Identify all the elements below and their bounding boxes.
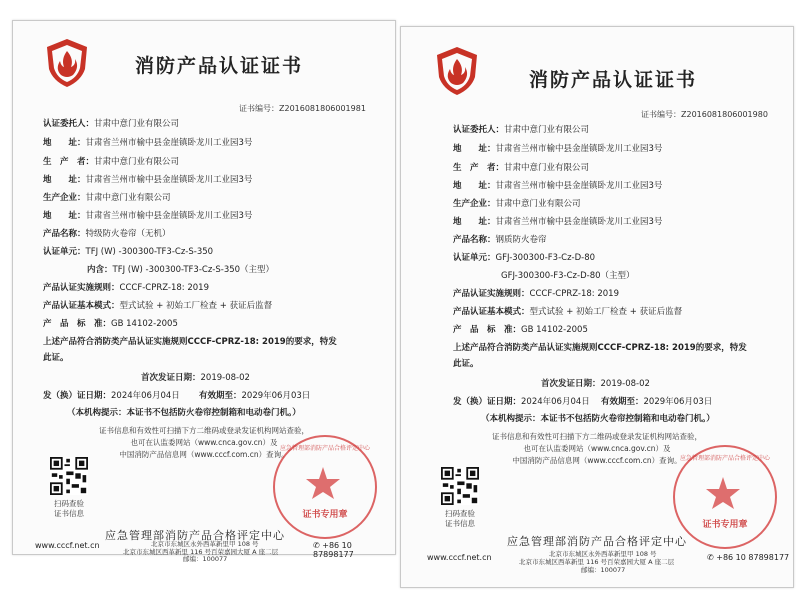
field-rule: 产品认证实施规则：CCCF-CPRZ-18: 2019	[453, 289, 619, 299]
field-rule: 产品认证实施规则：CCCF-CPRZ-18: 2019	[43, 283, 209, 293]
first-issue-date: 首次发证日期：2019-08-02	[541, 379, 650, 389]
issuer-address-1: 北京市东城区永外西革新里甲 108 号	[549, 550, 657, 558]
verify-notice-1: 证书信息和有效性可扫描下方二维码或登录发证机构网站查验，	[492, 432, 702, 441]
issuer-website[interactable]: www.cccf.net.cn	[427, 553, 492, 562]
statement: 上述产品符合消防类产品认证实施规则CCCF-CPRZ-18: 2019的要求，特发	[453, 343, 747, 353]
issuer-address-2: 北京市东城区西革新里 116 号百荣嘉园大厦 A 座二层	[123, 548, 279, 556]
verify-notice-2: 也可在认监委网站（www.cnca.gov.cn）及	[523, 444, 671, 453]
verify-notice-3: 中国消防产品信息网（www.cccf.com.cn）查询。	[119, 450, 289, 459]
field-factory: 生产企业：甘肃中意门业有限公司	[43, 193, 171, 203]
statement-end: 此证。	[43, 353, 69, 363]
verify-notice-2: 也可在认监委网站（www.cnca.gov.cn）及	[130, 438, 278, 447]
field-standard: 产 品 标 准：GB 14102-2005	[453, 325, 588, 335]
valid-date: 有效期至：2029年06月03日	[199, 391, 311, 401]
seal-ring-text: 应急管理部消防产品合格评定中心	[679, 455, 770, 462]
certificate-right	[400, 26, 794, 588]
issue-date: 发（换）证日期：2024年06月04日	[453, 397, 590, 407]
issuer-address-1: 北京市东城区永外西革新里甲 108 号	[151, 540, 259, 548]
field-address: 地 址：甘肃省兰州市榆中县金崖镇卧龙川工业园3号	[43, 138, 253, 148]
field-product: 产品名称：特级防火卷帘（无机）	[43, 229, 171, 239]
verify-notice-1: 证书信息和有效性可扫描下方二维码或登录发证机构网站查验，	[99, 426, 309, 435]
field-mode: 产品认证基本模式：型式试验 + 初始工厂检查 + 获证后监督	[43, 301, 273, 311]
qr-caption-1: 扫码查验	[54, 499, 84, 508]
field-producer: 生 产 者：甘肃中意门业有限公司	[453, 163, 590, 173]
scope-notice: （本机构提示：本证书不包括防火卷帘控制箱和电动卷门机。）	[67, 408, 301, 418]
statement-end: 此证。	[453, 359, 479, 369]
field-producer: 生 产 者：甘肃中意门业有限公司	[43, 157, 180, 167]
field-mode: 产品认证基本模式：型式试验 + 初始工厂检查 + 获证后监督	[453, 307, 683, 317]
qr-caption-2: 证书信息	[54, 509, 84, 518]
field-inner: 内含：TFJ (W) -300300-TF3-Cz-S-350（主型）	[87, 265, 275, 275]
statement: 上述产品符合消防类产品认证实施规则CCCF-CPRZ-18: 2019的要求，特发	[43, 337, 337, 347]
field-entrust: 认证委托人：甘肃中意门业有限公司	[453, 125, 590, 135]
field-model: 认证单元：TFJ (W) -300300-TF3-Cz-S-350	[43, 247, 214, 257]
fire-protection-logo-icon	[43, 37, 91, 89]
issuer-name: 应急管理部消防产品合格评定中心	[105, 529, 285, 542]
qr-caption-2: 证书信息	[445, 519, 475, 528]
official-seal	[273, 435, 377, 539]
field-factory: 生产企业：甘肃中意门业有限公司	[453, 199, 581, 209]
certificate-title: 消防产品认证证书	[529, 69, 698, 91]
issuer-address-2: 北京市东城区西革新里 116 号百荣嘉园大厦 A 座二层	[519, 558, 675, 566]
issuer-phone: ✆ +86 10 87898177	[313, 541, 354, 559]
first-issue-date: 首次发证日期：2019-08-02	[141, 373, 250, 383]
qr-caption-1: 扫码查验	[445, 509, 475, 518]
field-address: 地 址：甘肃省兰州市榆中县金崖镇卧龙川工业园3号	[453, 144, 663, 154]
scope-notice: （本机构提示：本证书不包括防火卷帘控制箱和电动卷门机。）	[481, 414, 715, 424]
field-entrust: 认证委托人：甘肃中意门业有限公司	[43, 119, 180, 129]
issue-date: 发（换）证日期：2024年06月04日	[43, 391, 180, 401]
certificate-number: 证书编号：Z2016081806001980	[641, 110, 768, 119]
fire-protection-logo-icon	[433, 45, 481, 97]
issuer-phone: ✆ +86 10 87898177	[707, 553, 790, 562]
valid-date: 有效期至：2029年06月03日	[601, 397, 713, 407]
qr-code-icon[interactable]	[50, 457, 88, 495]
field-standard: 产 品 标 准：GB 14102-2005	[43, 319, 178, 329]
certificate-number: 证书编号：Z2016081806001981	[239, 104, 366, 113]
field-inner: GFJ-300300-F3-Cz-D-80（主型）	[501, 271, 635, 281]
certificate-left	[12, 20, 396, 563]
field-factory-address: 地 址：甘肃省兰州市榆中县金崖镇卧龙川工业园3号	[43, 211, 253, 221]
phone-icon: ✆	[313, 541, 323, 550]
issuer-postcode: 邮编：100077	[183, 555, 228, 563]
issuer-postcode: 邮编：100077	[581, 566, 626, 574]
field-product: 产品名称：钢质防火卷帘	[453, 235, 547, 245]
qr-code-icon[interactable]	[441, 467, 479, 505]
phone-icon: ✆	[707, 553, 717, 562]
field-producer-address: 地 址：甘肃省兰州市榆中县金崖镇卧龙川工业园3号	[43, 175, 253, 185]
field-model: 认证单元：GFJ-300300-F3-Cz-D-80	[453, 253, 596, 263]
certificate-title: 消防产品认证证书	[135, 55, 304, 77]
issuer-website[interactable]: www.cccf.net.cn	[35, 541, 100, 550]
seal-text: 证书专用章	[302, 510, 348, 520]
seal-text: 证书专用章	[702, 520, 748, 530]
issuer-name: 应急管理部消防产品合格评定中心	[507, 535, 687, 548]
official-seal	[673, 445, 777, 549]
field-producer-address: 地 址：甘肃省兰州市榆中县金崖镇卧龙川工业园3号	[453, 181, 663, 191]
verify-notice-3: 中国消防产品信息网（www.cccf.com.cn）查询。	[512, 456, 682, 465]
field-factory-address: 地 址：甘肃省兰州市榆中县金崖镇卧龙川工业园3号	[453, 217, 663, 227]
seal-ring-text: 应急管理部消防产品合格评定中心	[279, 445, 370, 452]
